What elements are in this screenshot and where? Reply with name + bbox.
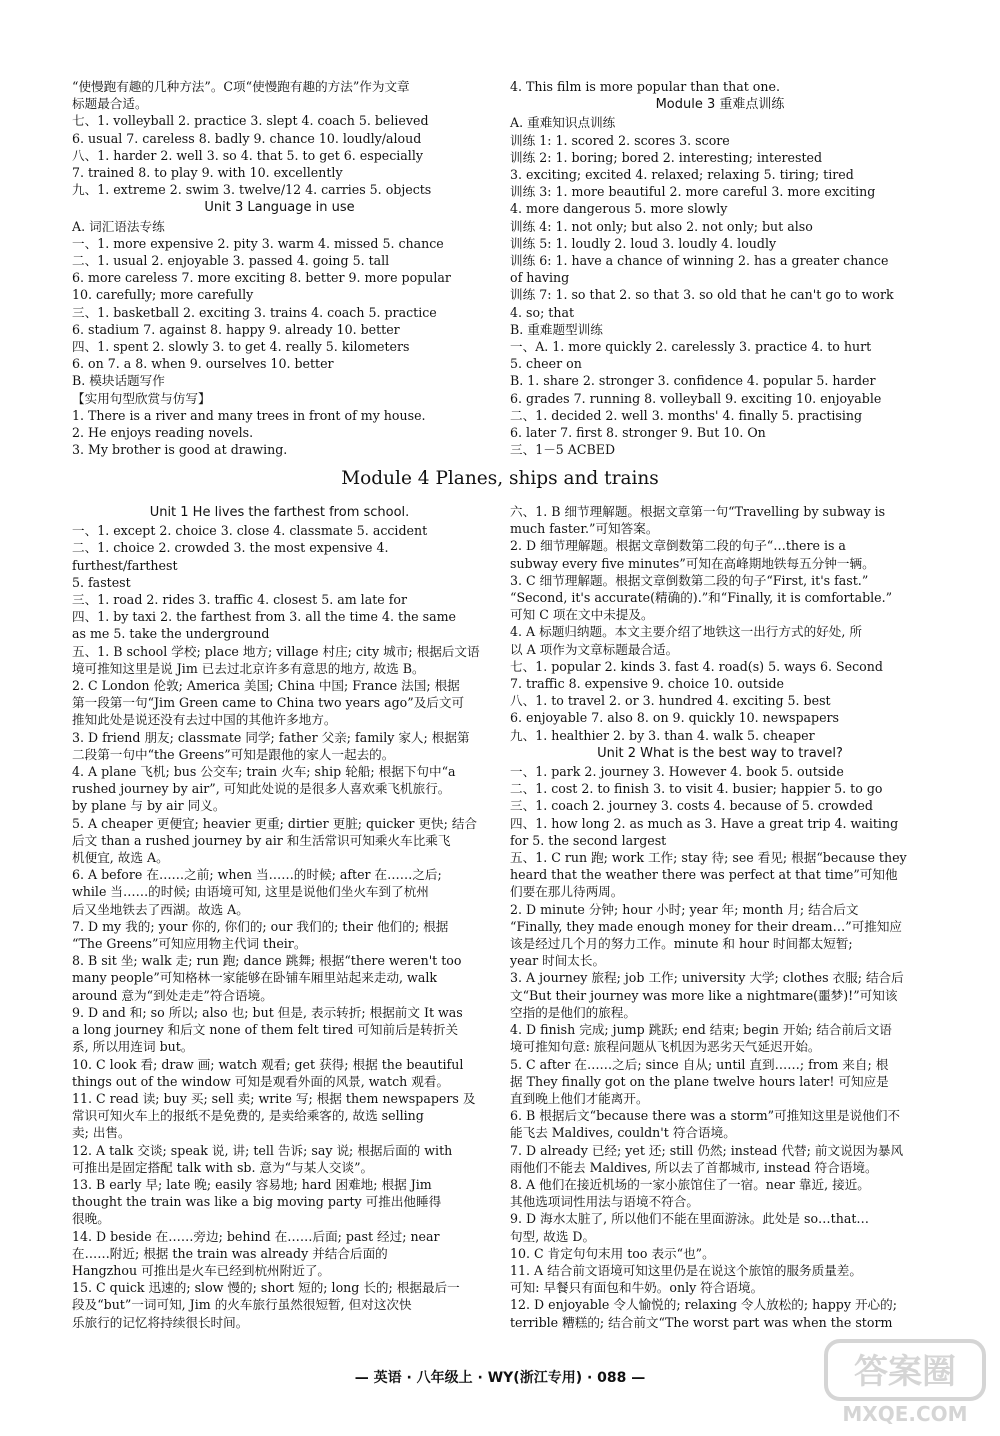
text-line: 6. grades 7. running 8. volleyball 9. exciting 10. enjoyable [510, 390, 882, 406]
text-line: 4. D finish 完成; jump 跳跃; end 结束; begin 开始; 结合前后文语 [510, 1022, 892, 1038]
text-line: 五、1. C run 跑; work 工作; stay 待; see 看见; 根据“because they [510, 850, 907, 866]
text-line: 7. traffic 8. expensive 9. choice 10. outside [510, 676, 784, 692]
text-line: 5. C after 在……之后; since 自从; until 直到……; from 来自; 根 [510, 1056, 889, 1072]
text-line: 7. D already 已经; yet 还; still 仍然; instead 代替; 前文说因为暴风 [510, 1142, 904, 1158]
text-line: 句型, 故选 D。 [510, 1228, 596, 1244]
text-line: 六、1. B 细节理解题。根据文章第一句“Travelling by subway is [510, 504, 886, 519]
text-line: 机便宜, 故选 A。 [72, 850, 169, 866]
text-line: 8. B sit 坐; walk 走; run 跑; dance 跳舞; 根据“there weren't too [72, 953, 462, 969]
text-line: 7. trained 8. to play 9. with 10. excellently [72, 165, 343, 181]
text-line: while 当……的时候; 由语境可知, 这里是说他们坐火车到了杭州 [72, 884, 429, 900]
top-left-column [72, 78, 487, 458]
text-line: 雨他们不能去 Maldives, 所以去了首都城市, instead 符合语境。 [510, 1159, 878, 1175]
text-line: 训练 7: 1. so that 2. so that 3. so old that he can't go to work [510, 287, 894, 303]
text-line: 直到晚上他们才能离开。 [510, 1090, 649, 1106]
text-line: 3. D friend 朋友; classmate 同学; father 父亲; family 家人; 根据第 [72, 729, 470, 745]
text-line: 常识可知火车上的报纸不是免费的, 是卖给乘客的, 故选 selling [72, 1108, 424, 1124]
section-heading: Unit 1 He lives the farthest from school. [149, 505, 410, 520]
text-line: 6. more careless 7. more exciting 8. better 9. more popular [72, 270, 451, 286]
text-line: 文“But their journey was more like a nightmare(噩梦)!”可知该 [510, 987, 898, 1003]
text-line: 训练 1: 1. scored 2. scores 3. score [510, 132, 730, 148]
text-line: 据 They finally got on the plane twelve hours later! 可知应是 [510, 1073, 889, 1089]
text-line: 3. exciting; excited 4. relaxed; relaxing 5. tiring; tired [510, 167, 854, 183]
text-line: 九、1. healthier 2. by 3. than 4. walk 5. cheaper [510, 727, 815, 743]
text-line: 三、1－5 ACBED [510, 442, 616, 458]
text-line: 二、1. usual 2. enjoyable 3. passed 4. going 5. tall [72, 253, 390, 269]
text-line: B. 重难题型训练 [510, 321, 603, 337]
text-line: 系, 所以用连词 but。 [72, 1039, 194, 1055]
section-heading: Unit 2 What is the best way to travel? [597, 745, 843, 761]
text-line: 境可推知这里是说 Jim 已去过北京许多有意思的地方, 故选 B。 [72, 660, 425, 676]
text-line: by plane 与 by air 同义。 [72, 798, 226, 814]
text-line: 可知: 早餐只有面包和牛奶。only 符合语境。 [510, 1280, 764, 1296]
text-line: A. 词汇语法专练 [72, 218, 165, 234]
text-line: 10. C look 看; draw 画; watch 观看; get 获得; 根据 the beautiful [72, 1056, 464, 1072]
text-line: 6. on 7. a 8. when 9. ourselves 10. better [72, 356, 334, 372]
text-line: “使慢跑有趣的几种方法”。C项“使慢跑有趣的方法”作为文章 [72, 79, 410, 94]
text-line: 3. My brother is good at drawing. [72, 442, 288, 458]
text-line: 后又坐地铁去了西湖。故选 A。 [72, 901, 249, 917]
bottom-left-column [72, 503, 487, 1331]
top-right-column [510, 78, 930, 458]
text-line: 4. A plane 飞机; bus 公交车; train 火车; ship 轮船; 根据下句中“a [72, 764, 456, 780]
text-line: 乐旅行的记忆将持续很长时间。 [72, 1314, 249, 1330]
text-line: 五、1. B school 学校; place 地方; village 村庄; city 城市; 根据后文语 [72, 643, 480, 659]
text-line: B. 1. share 2. stronger 3. confidence 4. popular 5. harder [510, 373, 876, 389]
text-line: 一、1. except 2. choice 3. close 4. classmate 5. accident [72, 523, 428, 539]
text-line: 八、1. harder 2. well 3. so 4. that 5. to get 6. especially [72, 147, 423, 163]
text-line: 6. B 根据后文“because there was a storm”可推知这里是说他们不 [510, 1108, 901, 1124]
text-line: 一、A. 1. more quickly 2. carelessly 3. practice 4. to hurt [510, 339, 872, 355]
text-line: 6. A before 在……之前; when 当……的时候; after 在……之后; [72, 867, 442, 883]
page-footer: — 英语 · 八年级上 · WY(浙江专用) · 088 — [354, 1370, 646, 1386]
text-line: around 意为“到处走走”符合语境。 [72, 987, 273, 1003]
text-line: 3. A journey 旅程; job 工作; university 大学; clothes 衣服; 结合后 [510, 970, 904, 986]
text-line: 训练 2: 1. boring; bored 2. interesting; interested [510, 149, 823, 165]
text-line: 三、1. basketball 2. exciting 3. trains 4. coach 5. practice [72, 304, 437, 320]
text-line: 后文 than a rushed journey by air 和生活常识可知乘火车比乘飞 [72, 832, 451, 848]
text-line: for 5. the second largest [510, 832, 667, 848]
text-line: 一、1. park 2. journey 3. However 4. book 5. outside [510, 764, 844, 780]
text-line: many people”可知格林一家能够在卧铺车厢里站起来走动, walk [72, 970, 437, 986]
text-line: 卖; 出售。 [72, 1125, 131, 1141]
text-line: 6. stadium 7. against 8. happy 9. already 10. better [72, 321, 400, 337]
text-line: 训练 4: 1. not only; but also 2. not only; but also [510, 218, 813, 234]
text-line: 可知 C 项在文中未提及。 [510, 607, 654, 623]
text-line: 段及“but”一词可知, Jim 的火车旅行虽然很短暂, 但对这次快 [72, 1297, 412, 1313]
text-line: 11. A 结合前文语境可知这里仍是在说这个旅馆的服务质量差。 [510, 1262, 862, 1278]
text-line: subway every five minutes”可知在高峰期地铁每五分钟一辆。 [510, 555, 875, 571]
text-line: 4. so; that [510, 304, 575, 320]
bottom-right-column [510, 503, 930, 1331]
text-line: terrible 糟糕的; 结合前文“The worst part was when the storm [510, 1314, 893, 1330]
text-line: a long journey 和后文 none of them felt tired 可知前后是转折关 [72, 1022, 459, 1038]
text-line: 【实用句型欣赏与仿写】 [72, 390, 211, 406]
text-line: 推知此处是说还没有去过中国的其他许多地方。 [72, 712, 337, 728]
text-line: 12. D enjoyable 令人愉悦的; relaxing 令人放松的; happy 开心的; [510, 1297, 897, 1313]
svg-text:MXQE.COM: MXQE.COM [842, 1402, 968, 1426]
text-line: 11. C read 读; buy 买; sell 卖; write 写; 根据 them newspapers 及 [72, 1090, 476, 1106]
text-line: 九、1. extreme 2. swim 3. twelve/12 4. carries 5. objects [72, 182, 432, 198]
text-line: 二、1. choice 2. crowded 3. the most expensive 4. furthest/farthest [72, 540, 393, 573]
text-line: 8. A 他们在接近机场的一家小旅馆住了一宿。near 靠近, 接近。 [510, 1176, 870, 1192]
text-line: 4. A 标题归纳题。本文主要介绍了地铁这一出行方式的好处, 所 [510, 624, 862, 640]
text-line: of having [510, 270, 570, 286]
text-line: B. 模块话题写作 [72, 373, 165, 389]
text-line: 四、1. by taxi 2. the farthest from 3. all the time 4. the same [72, 609, 456, 625]
text-line: 12. A talk 交谈; speak 说, 讲; tell 告诉; say 说; 根据后面的 with [72, 1142, 453, 1158]
text-line: 训练 3: 1. more beautiful 2. more careful 3. more exciting [510, 184, 876, 200]
text-line: 3. C 细节理解题。根据文章倒数第二段的句子“First, it's fast.” [510, 572, 869, 588]
text-line: 4. This film is more popular than that one. [510, 79, 780, 94]
text-line: 13. B early 早; late 晚; easily 容易地; hard 困难地; 根据 Jim [72, 1176, 432, 1192]
text-line: 10. C 肯定句句末用 too 表示“也”。 [510, 1245, 715, 1261]
text-line: 该是经过几个月的努力工作。minute 和 hour 时间都太短暂; [510, 936, 853, 952]
text-line: year 时间太长。 [510, 953, 606, 969]
section-heading: Unit 3 Language in use [204, 200, 355, 216]
text-line: 6. usual 7. careless 8. badly 9. chance 10. loudly/aloud [72, 130, 422, 146]
text-line: 三、1. coach 2. journey 3. costs 4. because of 5. crowded [510, 798, 873, 814]
text-line: 4. more dangerous 5. more slowly [510, 201, 728, 217]
text-line: “Finally, they made enough money for their dream…”可推知应 [510, 918, 903, 934]
text-line: 二、1. cost 2. to finish 3. to visit 4. busier; happier 5. to go [510, 781, 883, 797]
text-line: 第一段第一句“Jim Green came to China two years ago”及后文可 [72, 695, 465, 711]
text-line: 二段第一句中“the Greens”可知是跟他的家人一起去的。 [72, 746, 395, 762]
text-line: 八、1. to travel 2. or 3. hundred 4. exciting 5. best [510, 693, 831, 709]
text-line: 6. later 7. first 8. stronger 9. But 10. On [510, 425, 766, 441]
text-line: 二、1. decided 2. well 3. months' 4. finally 5. practising [510, 407, 863, 423]
text-line: 在……附近; 根据 the train was already 并结合后面的 [72, 1245, 388, 1261]
text-line: 2. D minute 分钟; hour 小时; year 年; month 月; 结合后文 [510, 901, 859, 917]
text-line: 5. A cheaper 更便宜; heavier 更重; dirtier 更脏; quicker 更快; 结合 [72, 815, 478, 831]
text-line: 2. C London 伦敦; America 美国; China 中国; France 法国; 根据 [72, 678, 460, 694]
text-line: 四、1. how long 2. as much as 3. Have a great trip 4. waiting [510, 815, 899, 831]
text-line: much faster.”可知答案。 [510, 521, 659, 537]
text-line: 可推出是固定搭配 talk with sb. 意为“与某人交谈”。 [72, 1159, 374, 1175]
text-line: 一、1. more expensive 2. pity 3. warm 4. missed 5. chance [72, 235, 444, 251]
section-heading: Module 3 重难点训练 [655, 97, 785, 113]
text-line: 训练 6: 1. have a chance of winning 2. has a greater chance [510, 253, 889, 269]
text-line: thought the train was like a big moving party 可推出他睡得 [72, 1194, 442, 1210]
text-line: 10. carefully; more carefully [72, 287, 254, 303]
text-line: A. 重难知识点训练 [510, 115, 616, 131]
text-line: 14. D beside 在……旁边; behind 在……后面; past 经过; near [72, 1228, 440, 1244]
text-line: heard that the weather there was perfect at that time”可知他 [510, 867, 898, 883]
text-line: 5. fastest [72, 574, 131, 590]
text-line: 三、1. road 2. rides 3. traffic 4. closest 5. am late for [72, 592, 407, 608]
svg-text:答案圈: 答案圈 [854, 1352, 956, 1392]
text-line: 训练 5: 1. loudly 2. loud 3. loudly 4. loudly [510, 235, 777, 251]
text-line: 9. D and 和; so 所以; also 也; but 但是, 表示转折; 根据前文 It was [72, 1004, 463, 1020]
text-line: 2. D 细节理解题。根据文章倒数第二段的句子“…there is a [510, 538, 846, 554]
text-line: rushed journey by air”, 可知此处说的是很多人喜欢乘飞机旅行。 [72, 781, 451, 797]
text-line: things out of the window 可知是观看外面的风景, watch 观看。 [72, 1073, 450, 1089]
text-line: 6. enjoyable 7. also 8. on 9. quickly 10. newspapers [510, 710, 840, 726]
text-line: as me 5. take the underground [72, 626, 270, 642]
text-line: 空指的是他们的旅程。 [510, 1004, 636, 1020]
module-title: Module 4 Planes, ships and trains [341, 468, 659, 489]
text-line: 们要在那儿待两周。 [510, 884, 624, 900]
text-line: 以 A 项作为文章标题最合适。 [510, 641, 679, 657]
text-line: 2. He enjoys reading novels. [72, 425, 254, 441]
text-line: 能飞去 Maldives, couldn't 符合语境。 [510, 1125, 736, 1141]
text-line: 5. cheer on [510, 356, 582, 372]
text-line: 境可推知句意: 旅程问题从飞机因为恶劣天气延迟开始。 [510, 1039, 821, 1055]
text-line: 很晚。 [72, 1211, 110, 1227]
text-line: 7. D my 我的; your 你的, 你们的; our 我们的; their 他们的; 根据 [72, 918, 449, 934]
text-line: Hangzhou 可推出是火车已经到杭州附近了。 [72, 1262, 331, 1278]
text-line: 1. There is a river and many trees in front of my house. [72, 407, 426, 423]
text-line: 其他选项词性用法与语境不符合。 [510, 1194, 699, 1210]
text-line: 七、1. popular 2. kinds 3. fast 4. road(s) 5. ways 6. Second [510, 658, 883, 674]
text-line: “Second, it's accurate(精确的).”和“Finally, it is comfortable.” [510, 590, 893, 606]
text-line: 9. D 海水太脏了, 所以他们不能在里面游泳。此处是 so…that… [510, 1211, 869, 1227]
text-line: 四、1. spent 2. slowly 3. to get 4. really 5. kilometers [72, 339, 410, 355]
text-line: 15. C quick 迅速的; slow 慢的; short 短的; long 长的; 根据最后一 [72, 1280, 460, 1296]
text-line: 七、1. volleyball 2. practice 3. slept 4. coach 5. believed [72, 113, 429, 129]
text-line: 标题最合适。 [72, 96, 148, 112]
text-line: “The Greens”可知应用物主代词 their。 [72, 936, 307, 952]
